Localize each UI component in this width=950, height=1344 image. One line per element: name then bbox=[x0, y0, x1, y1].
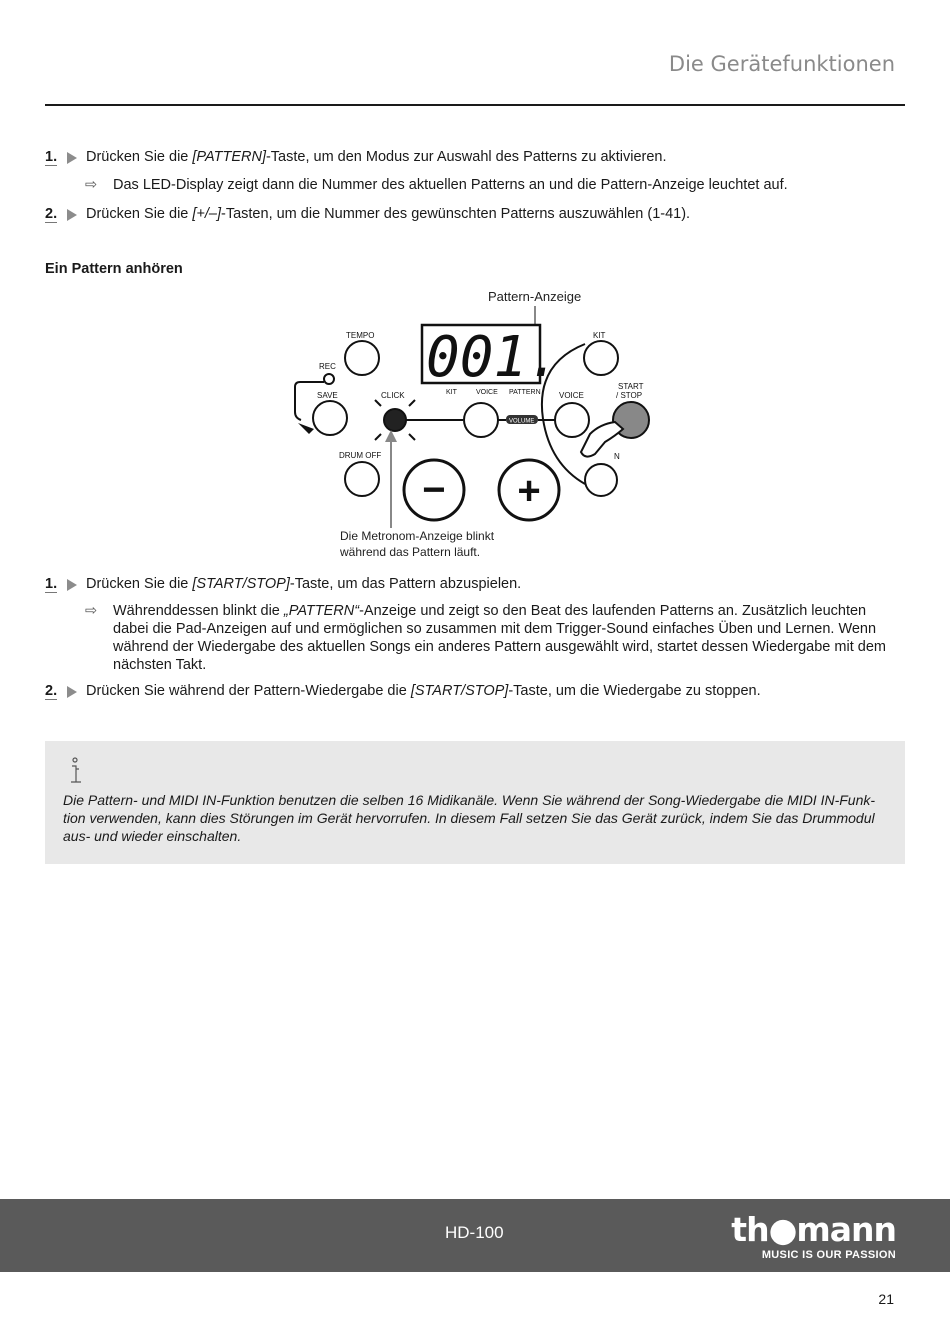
control-panel-diagram bbox=[285, 284, 665, 564]
pattern-indicator-callout: Pattern-Anzeige bbox=[488, 289, 582, 304]
tempo-label: TEMPO bbox=[346, 331, 375, 340]
pattern-indicator-label: PATTERN bbox=[509, 389, 541, 396]
result-arrow-icon: ⇨ bbox=[85, 177, 98, 193]
note-box bbox=[45, 741, 905, 864]
result-arrow-icon: ⇨ bbox=[85, 603, 98, 619]
page-section-title: Die Gerätefunktionen bbox=[668, 52, 895, 76]
plus-icon: + bbox=[517, 469, 541, 513]
step-arrow-icon bbox=[67, 686, 77, 698]
partial-label: N bbox=[614, 452, 620, 461]
note-text: Die Pattern- und MIDI IN-Funktion benutzen die selben 16 Midikanäle. Wenn Sie während der Song-Wiedergabe die MIDI IN-Funk-tion verwenden, kann dies Störungen im Gerät hervorrufen. In diesem Fall setzen Sie das Gerät zurück, indem Sie das Drummodul aus- und wieder einschalten. bbox=[63, 792, 876, 844]
kit-button bbox=[584, 341, 618, 375]
volume-label: VOLUME bbox=[509, 418, 535, 425]
step-number: 1. bbox=[45, 576, 58, 592]
info-icon bbox=[67, 757, 87, 785]
logo-wordmark: th●mann bbox=[731, 1210, 896, 1249]
kit-label: KIT bbox=[593, 331, 606, 340]
footer-bar bbox=[0, 1199, 950, 1272]
voice-label: VOICE bbox=[559, 391, 584, 400]
result-text: Währenddessen blinkt die „PATTERN“-Anzeige und zeigt so den Beat des laufenden Patterns an. Zusätzlich leuchten dabei die Pad-Anzeigen auf und ermöglichen so zusammen mit dem Trigger-Sound einfaches Üben und Lernen. Wenn während der Wiedergabe des aktuellen Songs ein anderes Pattern ausgewählt wird, startet dessen Wiedergabe mit dem nächsten Takt. bbox=[113, 603, 886, 673]
minus-icon: − bbox=[422, 468, 446, 512]
step-text: Drücken Sie die [PATTERN]-Taste, um den Modus zur Auswahl des Patterns zu aktivieren. bbox=[86, 149, 667, 165]
header-divider bbox=[45, 104, 905, 106]
footer-model: HD-100 bbox=[445, 1223, 504, 1242]
page-number: 21 bbox=[878, 1291, 894, 1307]
step-number: 1. bbox=[45, 149, 58, 165]
voice-button bbox=[555, 403, 589, 437]
logo-slogan: MUSIC IS OUR PASSION bbox=[761, 1249, 896, 1261]
result-text: Das LED-Display zeigt dann die Nummer des aktuellen Patterns an und die Pattern-Anzeige leuchtet auf. bbox=[113, 177, 788, 193]
rec-led bbox=[324, 374, 334, 384]
partial-button bbox=[585, 464, 617, 496]
brand-logo bbox=[731, 1210, 896, 1261]
metronome-callout-line1: Die Metronom-Anzeige blinkt bbox=[340, 529, 495, 543]
step-text: Drücken Sie die [+/–]-Tasten, um die Nummer des gewünschten Patterns auszuwählen (1-41). bbox=[86, 206, 691, 222]
start-stop-label-1: START bbox=[618, 382, 644, 391]
step-arrow-icon bbox=[67, 152, 77, 164]
start-stop-label-2: / STOP bbox=[616, 391, 643, 400]
metronome-callout-line2: während das Pattern läuft. bbox=[340, 545, 481, 559]
step-arrow-icon bbox=[67, 209, 77, 221]
step-arrow-icon bbox=[67, 579, 77, 591]
led-display-value: 001. bbox=[426, 325, 561, 390]
click-label: CLICK bbox=[381, 391, 405, 400]
step-text: Drücken Sie während der Pattern-Wiedergabe die [START/STOP]-Taste, um die Wiedergabe zu stoppen. bbox=[86, 683, 761, 699]
step-text: Drücken Sie die [START/STOP]-Taste, um das Pattern abzuspielen. bbox=[86, 576, 522, 592]
center-button bbox=[464, 403, 498, 437]
section-heading: Ein Pattern anhören bbox=[45, 261, 183, 277]
kit-indicator-label: KIT bbox=[446, 389, 457, 396]
voice-indicator-label: VOICE bbox=[476, 389, 498, 396]
rec-label: REC bbox=[319, 362, 336, 371]
step-number: 2. bbox=[45, 683, 58, 699]
tempo-button bbox=[345, 341, 379, 375]
save-label: SAVE bbox=[317, 391, 338, 400]
save-button bbox=[313, 401, 347, 435]
drum-off-button bbox=[345, 462, 379, 496]
metronome-led bbox=[384, 409, 406, 431]
step-number: 2. bbox=[45, 206, 58, 222]
pencil-icon bbox=[298, 423, 314, 434]
drum-off-label: DRUM OFF bbox=[339, 451, 382, 460]
